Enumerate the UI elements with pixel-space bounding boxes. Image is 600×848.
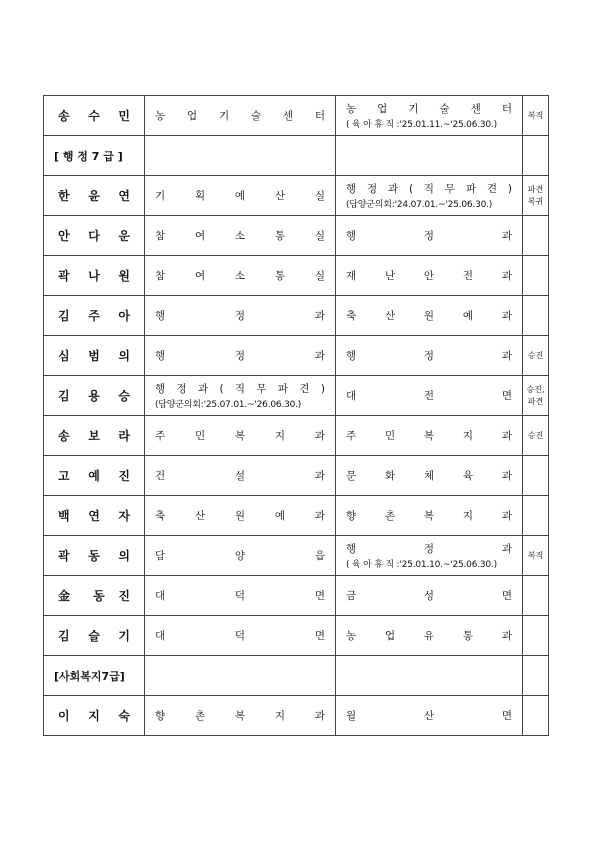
new-department-name: 재 난 안 전 과 (346, 270, 512, 282)
person-name: 고 예 진 (44, 456, 145, 496)
grade-label: [ 행 정 7 급 ] (44, 136, 145, 176)
previous-department-name: 향 촌 복 지 과 (155, 710, 325, 722)
person-name: 백 연 자 (44, 496, 145, 536)
previous-department (145, 96, 336, 136)
new-department (336, 256, 523, 296)
new-department-name: 행 정 과 (346, 230, 512, 242)
empty-cell (523, 656, 549, 696)
remark: 승진 (523, 336, 549, 376)
previous-department-name: 건 설 과 (155, 470, 325, 482)
remark (523, 496, 549, 536)
remark (523, 456, 549, 496)
remark (523, 256, 549, 296)
empty-cell (336, 136, 523, 176)
table-row (44, 256, 549, 296)
previous-department (145, 616, 336, 656)
previous-department-name: 담 양 읍 (155, 550, 325, 562)
new-department (336, 616, 523, 656)
previous-department (145, 256, 336, 296)
previous-department-name: 축 산 원 예 과 (155, 510, 325, 522)
previous-department (145, 456, 336, 496)
previous-department (145, 576, 336, 616)
table-row (44, 576, 549, 616)
new-department-name: 월 산 면 (346, 710, 512, 722)
new-department (336, 536, 523, 576)
previous-department (145, 416, 336, 456)
remark (523, 296, 549, 336)
remark: 파견 복귀 (523, 176, 549, 216)
personnel-table (43, 95, 549, 736)
new-department (336, 176, 523, 216)
new-department-name: 문 화 체 육 과 (346, 470, 512, 482)
person-name: 송 수 민 (44, 96, 145, 136)
previous-department (145, 536, 336, 576)
table-row (44, 336, 549, 376)
new-department-name: 향 촌 복 지 과 (346, 510, 512, 522)
previous-department-name: 주 민 복 지 과 (155, 430, 325, 442)
new-department (336, 576, 523, 616)
person-name: 곽 동 의 (44, 536, 145, 576)
empty-cell (145, 656, 336, 696)
person-name: 김 주 아 (44, 296, 145, 336)
new-department-name: 대 전 면 (346, 390, 512, 402)
previous-department (145, 696, 336, 736)
new-department-name: 주 민 복 지 과 (346, 430, 512, 442)
table-row (44, 496, 549, 536)
remark: 복직 (523, 96, 549, 136)
new-department-detail: (담양군의회:'24.07.01.~'25.06.30.) (346, 200, 493, 210)
remark: 승진 (523, 416, 549, 456)
remark: 복직 (523, 536, 549, 576)
previous-department-name: 대 덕 면 (155, 630, 325, 642)
previous-department-name: 행 정 과 ( 직 무 파 견 ) (155, 383, 325, 395)
previous-department (145, 216, 336, 256)
previous-department-name: 참 여 소 통 실 (155, 270, 325, 282)
previous-department (145, 336, 336, 376)
new-department (336, 456, 523, 496)
empty-cell (523, 136, 549, 176)
grade-header-row (44, 656, 549, 696)
new-department (336, 696, 523, 736)
new-department-name: 행 정 과 ( 직 무 파 견 ) (346, 183, 512, 195)
person-name: 金 동 진 (44, 576, 145, 616)
table-row (44, 96, 549, 136)
person-name: 심 범 의 (44, 336, 145, 376)
new-department-name: 행 정 과 (346, 350, 512, 362)
previous-department-name: 참 여 소 통 실 (155, 230, 325, 242)
previous-department-detail: (담양군의회:'25.07.01.~'26.06.30.) (155, 400, 302, 410)
person-name: 곽 나 원 (44, 256, 145, 296)
remark (523, 616, 549, 656)
previous-department-name: 행 정 과 (155, 350, 325, 362)
table-row (44, 536, 549, 576)
new-department-name: 축 산 원 예 과 (346, 310, 512, 322)
personnel-table-body (44, 96, 549, 736)
remark (523, 696, 549, 736)
new-department (336, 216, 523, 256)
previous-department-name: 농 업 기 술 센 터 (155, 110, 325, 122)
new-department-detail: ( 육 아 휴 직 :'25.01.10.~'25.06.30.) (346, 560, 497, 570)
person-name: 김 용 승 (44, 376, 145, 416)
person-name: 김 슬 기 (44, 616, 145, 656)
previous-department (145, 496, 336, 536)
previous-department-name: 대 덕 면 (155, 590, 325, 602)
table-row (44, 216, 549, 256)
remark: 승진, 파견 (523, 376, 549, 416)
table-row (44, 616, 549, 656)
new-department-name: 농 업 기 술 센 터 (346, 103, 512, 115)
table-row (44, 416, 549, 456)
person-name: 이 지 숙 (44, 696, 145, 736)
new-department (336, 96, 523, 136)
grade-label: [사회복지7급] (44, 656, 145, 696)
new-department (336, 296, 523, 336)
new-department (336, 376, 523, 416)
previous-department-name: 기 획 예 산 실 (155, 190, 325, 202)
person-name: 송 보 라 (44, 416, 145, 456)
new-department (336, 416, 523, 456)
table-row (44, 176, 549, 216)
table-row (44, 696, 549, 736)
table-row (44, 456, 549, 496)
previous-department-name: 행 정 과 (155, 310, 325, 322)
remark (523, 216, 549, 256)
empty-cell (336, 656, 523, 696)
table-row (44, 376, 549, 416)
previous-department (145, 376, 336, 416)
new-department-name: 금 성 면 (346, 590, 512, 602)
new-department-name: 행 정 과 (346, 543, 512, 555)
new-department (336, 336, 523, 376)
grade-header-row (44, 136, 549, 176)
new-department (336, 496, 523, 536)
remark (523, 576, 549, 616)
empty-cell (145, 136, 336, 176)
person-name: 한 윤 연 (44, 176, 145, 216)
previous-department (145, 176, 336, 216)
previous-department (145, 296, 336, 336)
new-department-name: 농 업 유 통 과 (346, 630, 512, 642)
person-name: 안 다 운 (44, 216, 145, 256)
table-row (44, 296, 549, 336)
new-department-detail: ( 육 아 휴 직 :'25.01.11.~'25.06.30.) (346, 120, 497, 130)
